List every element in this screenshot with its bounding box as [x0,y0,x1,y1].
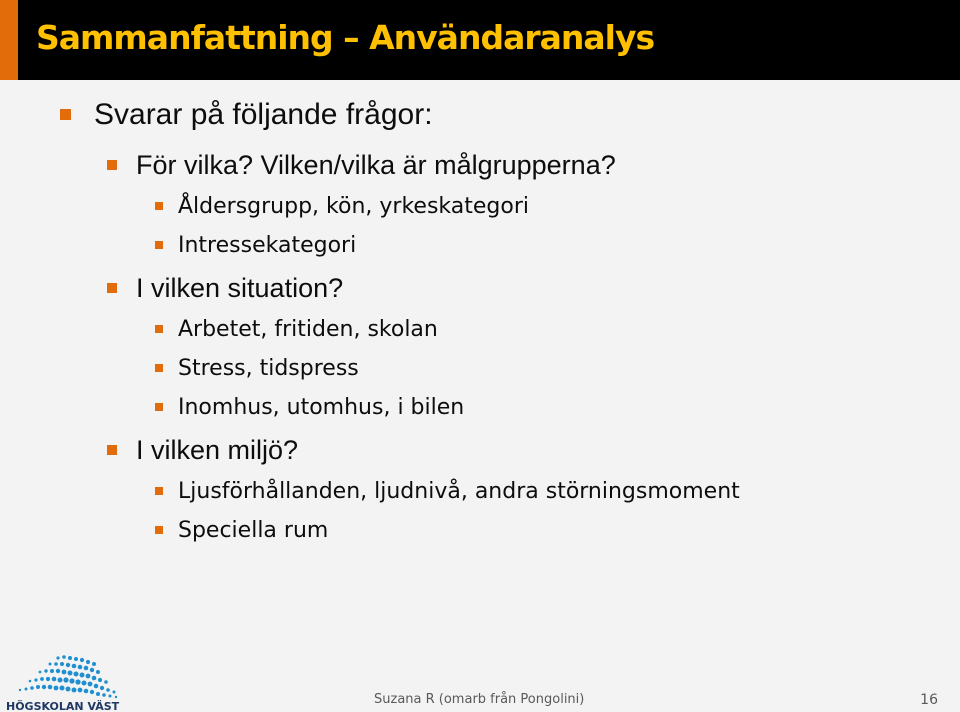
bullet-marker [107,445,117,455]
logo-dots [19,655,117,698]
bullet-text: Arbetet, fritiden, skolan [178,317,438,342]
bullet-text: Inomhus, utomhus, i bilen [178,395,465,420]
bullet-text: För vilka? Vilken/vilka är målgrupperna? [136,150,616,180]
slide-title: Sammanfattning – Användaranalys [36,18,655,57]
bullet-marker [60,109,71,120]
bullet-text: Speciella rum [178,518,329,543]
bullet-marker [107,160,117,170]
bullet-text: Intressekategori [178,233,357,258]
logo-wordmark: HÖGSKOLAN VÄST [6,700,120,712]
bullet-marker [155,241,163,249]
bullet-text: Svarar på följande frågor: [94,98,433,131]
bullet-marker [155,403,163,411]
footer-credit: Suzana R (omarb från Pongolini) [374,692,585,707]
bullet-marker [155,325,163,333]
bullet-marker [155,202,163,210]
bullet-text: I vilken situation? [136,273,344,303]
bullet-marker [107,283,117,293]
bullet-text: Ljusförhållanden, ljudnivå, andra störningsmoment [178,479,740,504]
bullet-text: I vilken miljö? [136,435,299,465]
bullet-marker [155,487,163,495]
bullet-text: Åldersgrupp, kön, yrkeskategori [178,194,529,219]
bullet-marker [155,526,163,534]
bullet-text: Stress, tidspress [178,356,359,381]
bullet-marker [155,364,163,372]
page-number: 16 [920,692,938,708]
